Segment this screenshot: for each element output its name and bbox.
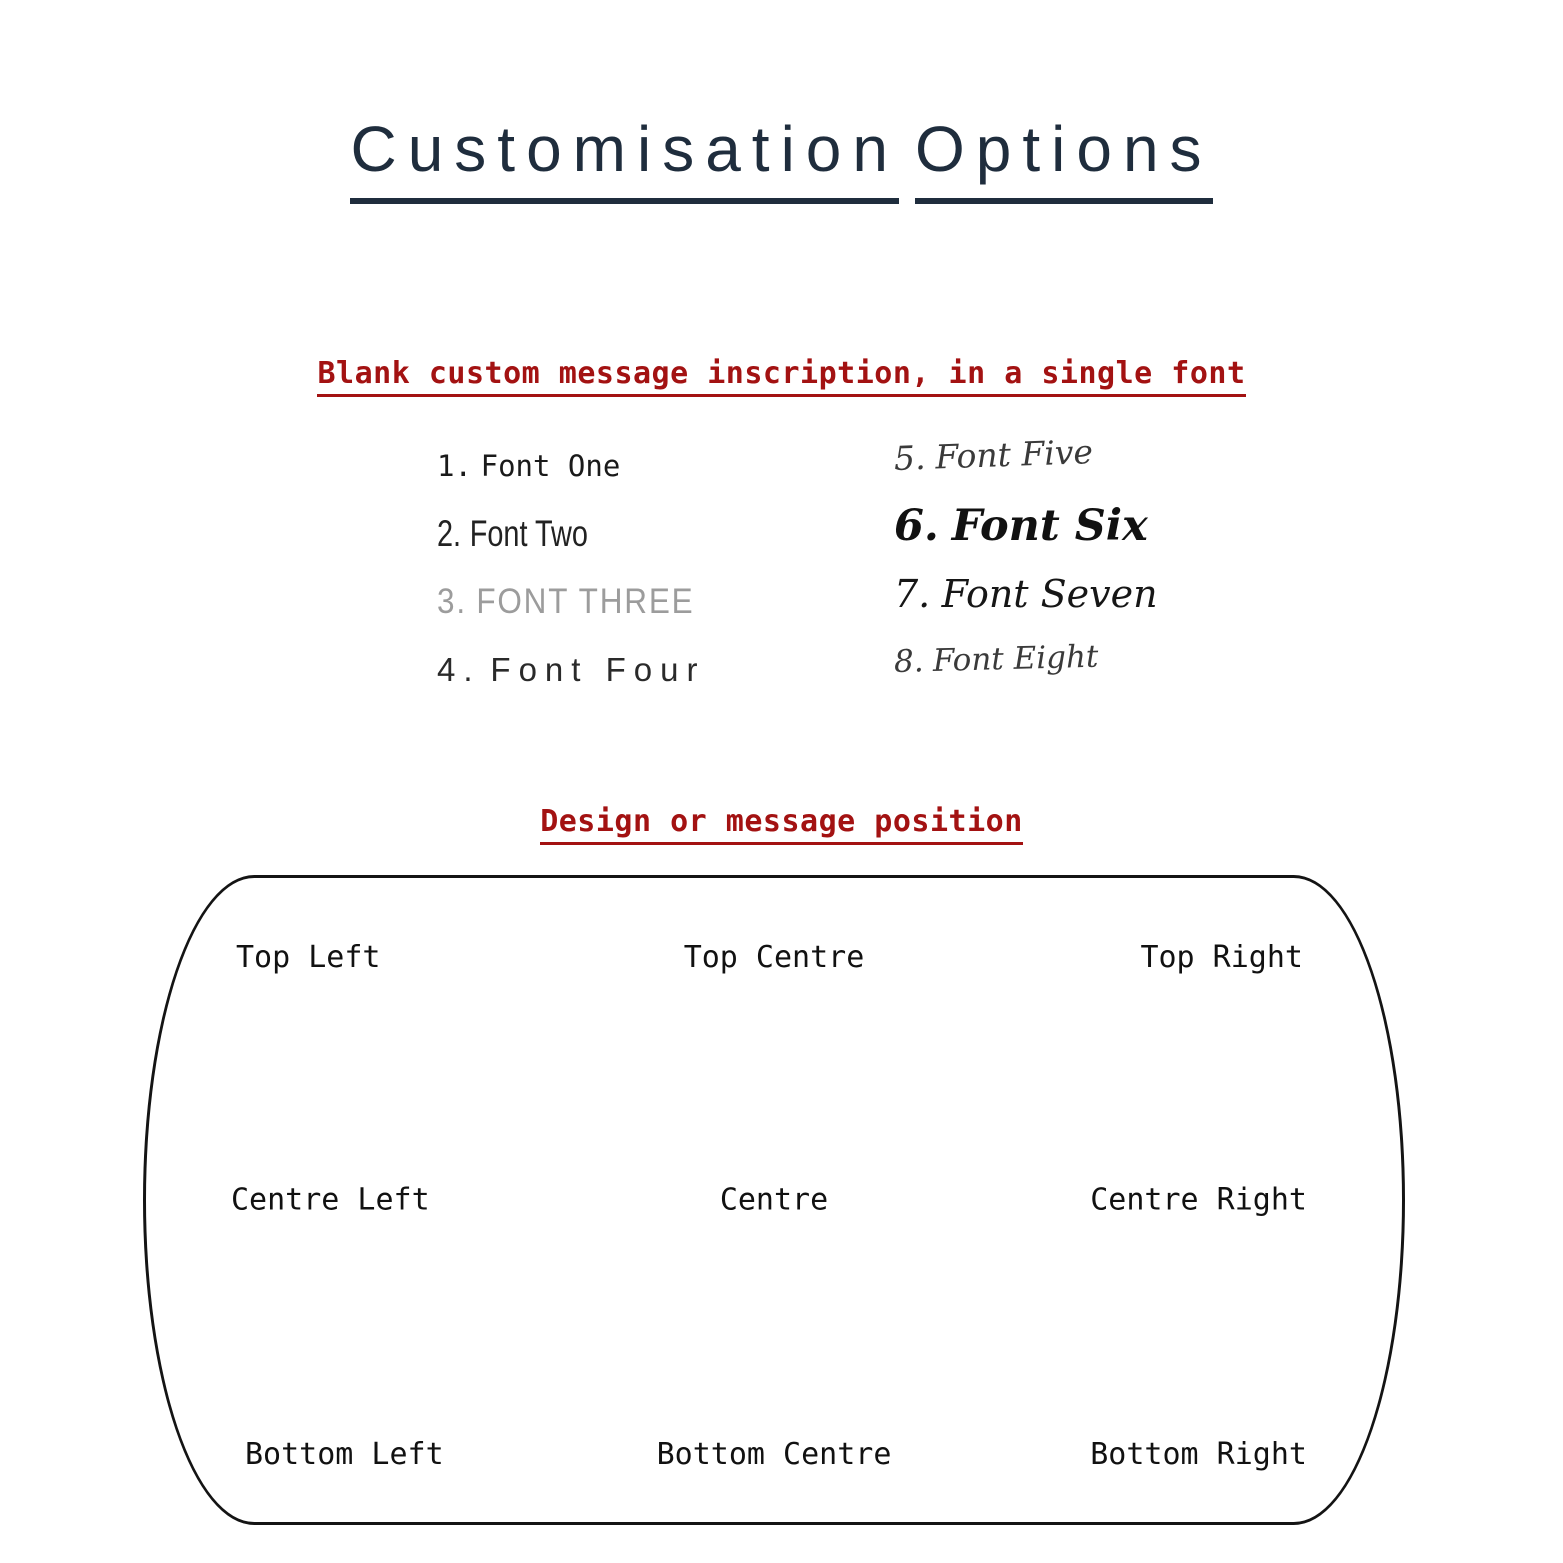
font-item-8-label: Font Eight [932,638,1099,679]
page-title-word-2: Options [915,112,1213,204]
tag-shape-outline [143,875,1405,1525]
font-item-1-number: 1. [437,449,472,483]
font-item-1-label: Font One [480,449,621,483]
font-item-8 [893,621,1158,696]
font-item-4-label: Font Four [490,651,706,688]
position-label-centre-left: Centre Left [231,1182,430,1218]
fonts-section-heading-text: Blank custom message inscription, in a single font [317,356,1245,397]
position-label-bottom-right: Bottom Right [1090,1437,1307,1472]
font-item-5-label: Font Five [934,431,1094,477]
font-item-8-number: 8. [893,643,925,680]
font-list-left-column [437,432,723,704]
font-item-7-number: 7. [894,572,931,616]
font-item-6-label: Font Six [951,501,1148,551]
font-item-3 [437,568,694,636]
position-label-top-centre: Top Centre [683,940,865,975]
position-label-top-left: Top Left [236,940,381,975]
position-label-top-right: Top Right [1140,940,1303,975]
font-list-right-column [894,424,1158,696]
position-label-centre-right: Centre Right [1090,1182,1307,1218]
page-title-word-1: Customisation [350,112,899,204]
position-section-heading [0,804,1563,845]
font-item-4-number: 4. [437,651,481,688]
position-label-bottom-centre: Bottom Centre [656,1437,892,1472]
position-label-centre: Centre [719,1182,829,1218]
font-item-3-number: 3. [437,582,467,621]
font-item-2-label: Font Two [469,513,588,554]
font-item-5-number: 5. [893,437,927,478]
position-section-heading-text: Design or message position [540,804,1023,845]
fonts-section-heading [0,356,1563,397]
position-label-bottom-left: Bottom Left [245,1437,444,1472]
font-item-1 [437,432,723,500]
font-item-7 [894,560,1158,628]
font-item-4 [437,636,723,704]
font-item-2 [437,500,660,568]
font-item-3-label: FONT THREE [476,582,695,621]
font-item-7-label: Font Seven [941,572,1158,616]
font-item-2-number: 2. [437,513,462,554]
font-item-6-number: 6. [894,501,939,551]
font-item-5 [893,415,1159,492]
page-title [0,112,1563,204]
font-item-6 [894,492,1158,560]
